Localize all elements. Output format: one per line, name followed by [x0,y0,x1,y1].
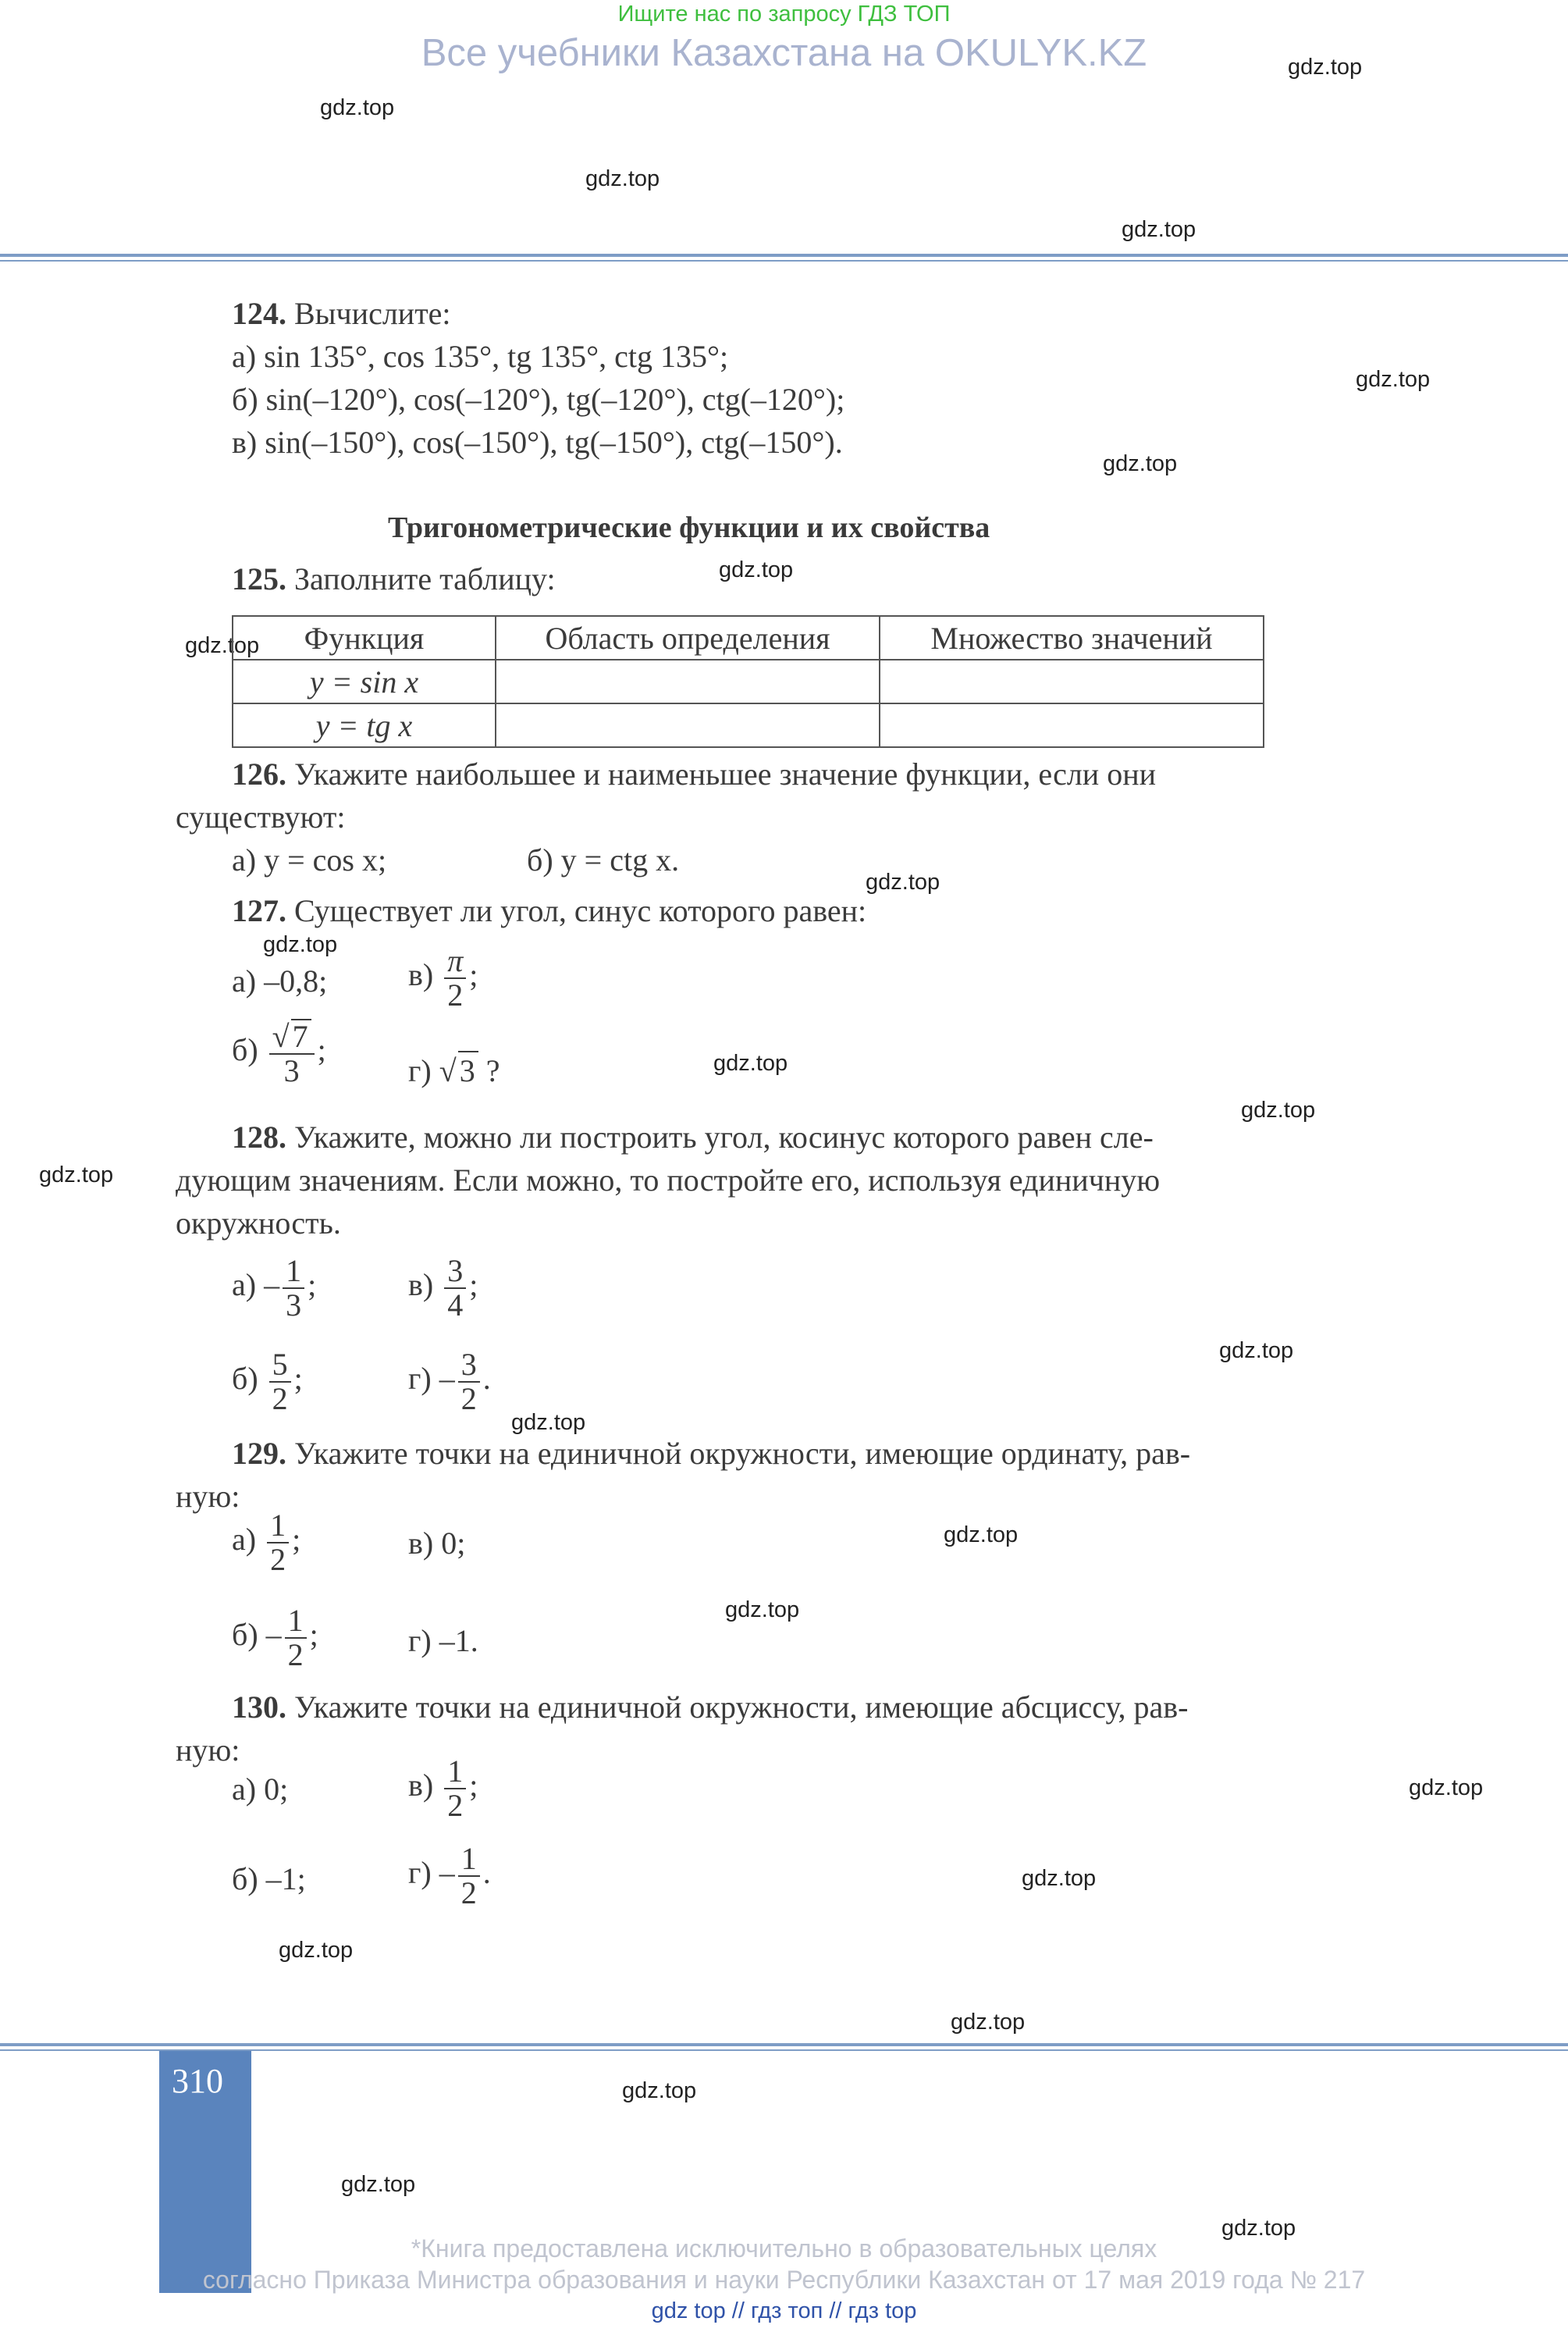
watermark: gdz.top [866,870,940,895]
problem-124-b: б) sin(–120°), cos(–120°), tg(–120°), ctg(–120°); [232,382,845,417]
problem-128-line1 [232,1119,1154,1155]
problem-129-g: г) –1. [408,1623,478,1658]
table-cell [496,660,880,703]
top-rule-thin [0,260,1568,262]
problem-128-line3: окружность. [176,1205,341,1241]
watermark: gdz.top [1022,1866,1097,1891]
problem-128-a: а) – $\frac{1}{3}$ ; [232,1253,317,1323]
search-notice: Ищите нас по запросу ГДЗ ТОП [617,2,951,27]
watermark: gdz.top [511,1410,586,1435]
problem-number: 126. [232,757,286,792]
watermark: gdz.top [39,1162,114,1187]
watermark: gdz.top [320,95,395,120]
problem-127-v: в) $\frac{\pi}{2}$ ; [408,943,478,1013]
problem-number: 130. [232,1689,286,1725]
problem-127-a: а) –0,8; [232,963,328,999]
problem-124-a: а) sin 135°, cos 135°, tg 135°, ctg 135°; [232,339,729,374]
problem-text: Укажите точки на единичной окружности, имеющие ординату, рав- [294,1436,1191,1471]
watermark: gdz.top [951,2010,1026,2035]
problem-130-b: б) –1; [232,1861,306,1896]
watermark: gdz.top [263,932,338,957]
problem-130-line1 [232,1689,1188,1725]
problem-126-b: б) y = ctg x. [527,842,680,878]
top-rule [0,254,1568,257]
problem-number: 124. [232,296,286,331]
watermark: gdz.top [279,1938,354,1963]
watermark: gdz.top [1241,1098,1316,1123]
footer-links[interactable]: gdz top // гдз топ // гдз top [651,2298,917,2323]
watermark: gdz.top [341,2172,416,2197]
problem-number: 129. [232,1436,286,1471]
watermark: gdz.top [1219,1338,1294,1363]
page-number: 310 [172,2062,223,2100]
problem-text: Существует ли угол, синус которого равен: [294,893,867,928]
problem-127-g: г) √ 3 ? [408,1051,500,1089]
watermark: gdz.top [622,2078,697,2103]
problem-text: Заполните таблицу: [294,561,556,596]
table-cell: y = sin x [233,660,496,703]
problem-126-line1 [232,756,1156,792]
table-row [233,703,1264,747]
watermark: gdz.top [719,557,794,582]
problem-128-b: б) $\frac{5}{2}$ ; [232,1347,303,1416]
watermark: gdz.top [585,166,660,191]
table-cell [880,703,1264,747]
problem-129-a: а) $\frac{1}{2}$ ; [232,1508,301,1577]
table-row [233,660,1264,703]
watermark: gdz.top [1103,451,1178,476]
table-cell: y = tg x [233,703,496,747]
watermark: gdz.top [944,1522,1019,1547]
problem-130-g: г) – $\frac{1}{2}$ . [408,1841,491,1910]
watermark: gdz.top [725,1597,800,1622]
watermark: gdz.top [1122,217,1196,242]
table-header: Множество значений [880,616,1264,660]
problem-125-title [232,561,556,597]
problem-124-c: в) sin(–150°), cos(–150°), tg(–150°), ctg(–150°). [232,425,843,460]
functions-table [232,615,1264,748]
problem-129-line2: ную: [176,1479,240,1514]
watermark: gdz.top [1356,367,1431,392]
problem-129-line1 [232,1435,1190,1472]
problem-text: Укажите, можно ли построить угол, косинус которого равен сле- [294,1120,1154,1155]
problem-128-line2: дующим значениям. Если можно, то постройте его, используя единичную [176,1162,1161,1198]
problem-text: Вычислите: [294,296,451,331]
section-heading: Тригонометрические функции и их свойства [388,511,990,544]
problem-number: 128. [232,1120,286,1155]
watermark: gdz.top [1221,2216,1296,2241]
problem-128-g: г) – $\frac{3}{2}$ . [408,1347,491,1416]
problem-129-b: б) – $\frac{1}{2}$ ; [232,1603,318,1672]
problem-text: Укажите наибольшее и наименьшее значение функции, если они [294,757,1157,792]
problem-127-title [232,892,866,929]
problem-130-line2: ную: [176,1732,240,1768]
table-cell [880,660,1264,703]
problem-130-a: а) 0; [232,1771,289,1807]
problem-129-v: в) 0; [408,1526,466,1561]
problem-number: 127. [232,893,286,928]
watermark: gdz.top [1288,55,1363,80]
problem-126-line2: существуют: [176,799,346,835]
footer-order: согласно Приказа Министра образования и науки Республики Казахстан от 17 мая 2019 года № 217 [202,2266,1366,2294]
table-header-row [233,616,1264,660]
watermark: gdz.top [1409,1775,1484,1800]
problem-text: Укажите точки на единичной окружности, имеющие абсциссу, рав- [294,1689,1189,1725]
problem-126-a: а) y = cos x; [232,842,387,878]
watermark: gdz.top [185,633,260,658]
footer-disclaimer: *Книга предоставлена исключительно в образовательных целях [411,2234,1157,2263]
problem-number: 125. [232,561,286,596]
problem-130-v: в) $\frac{1}{2}$ ; [408,1753,478,1823]
site-banner[interactable]: Все учебники Казахстана на OKULYK.KZ [421,32,1147,74]
problem-124-title [232,295,451,332]
problem-127-b: б) $\frac{√ 7}{3}$ ; [232,1019,326,1088]
table-header: Область определения [496,616,880,660]
table-header: Функция [233,616,496,660]
watermark: gdz.top [713,1051,788,1076]
table-cell [496,703,880,747]
bottom-rule [0,2043,1568,2046]
problem-128-v: в) $\frac{3}{4}$ ; [408,1253,478,1323]
